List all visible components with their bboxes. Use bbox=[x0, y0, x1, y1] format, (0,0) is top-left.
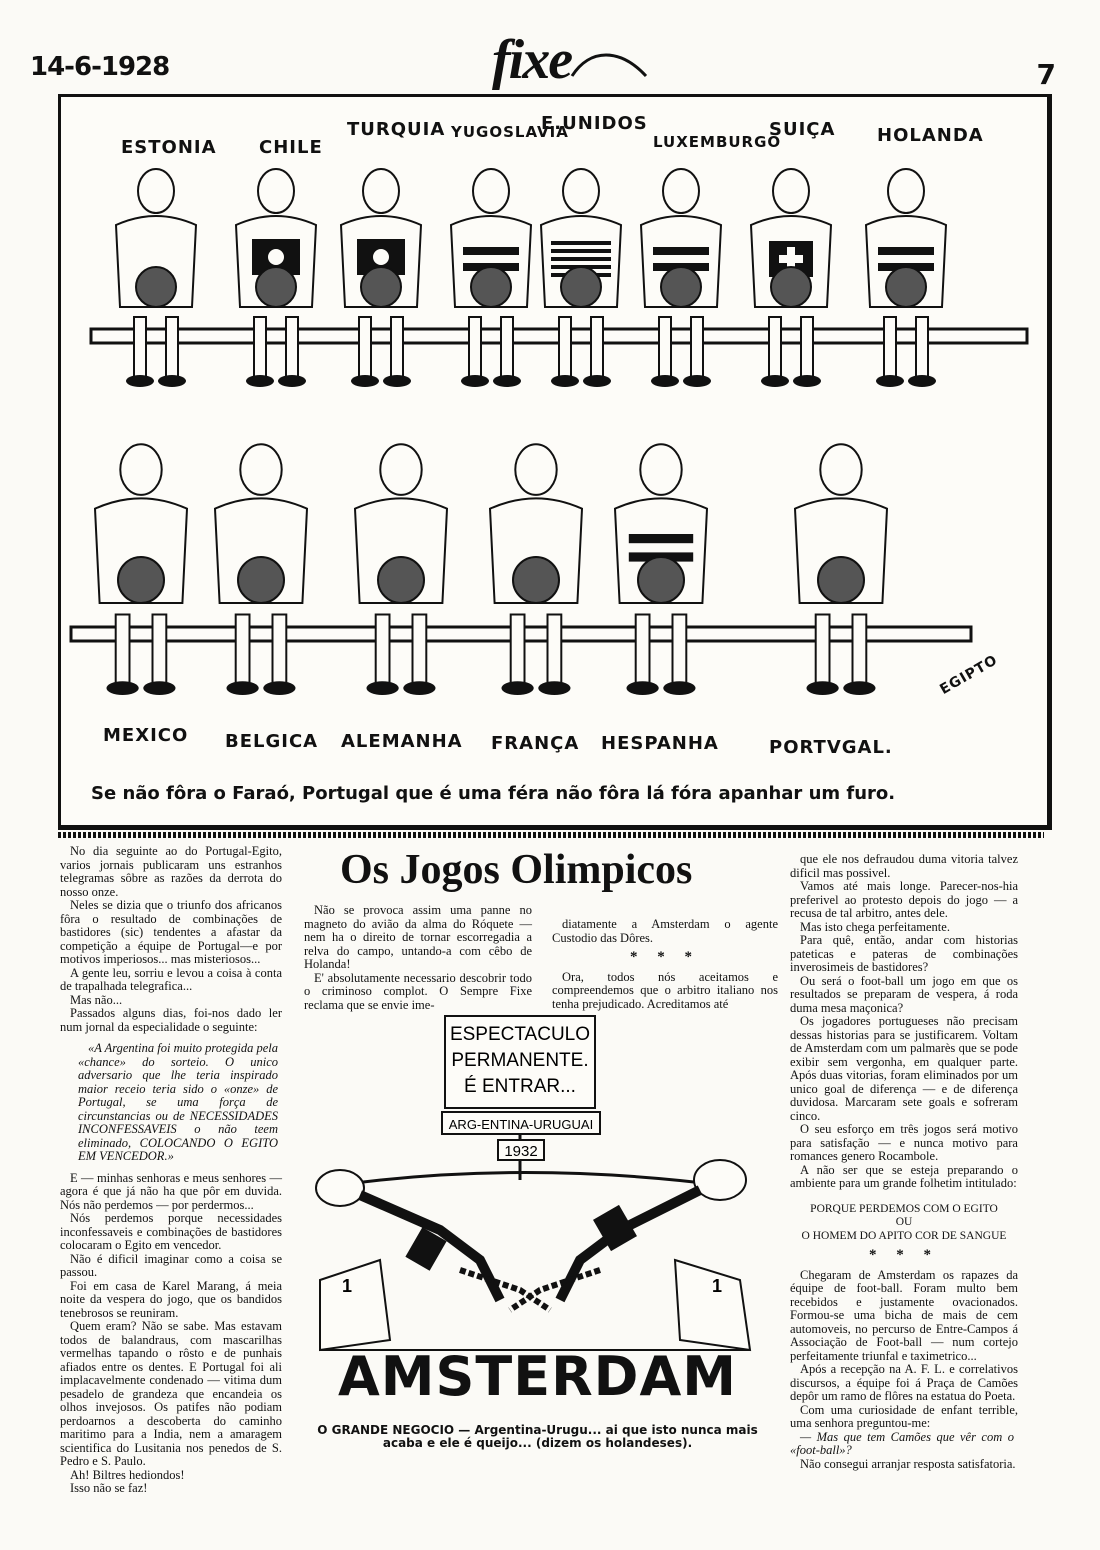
serial-title-or: OU bbox=[895, 1216, 913, 1228]
paragraph: Passados alguns dias, foi-nos dado ler num jornal da especialidade o seguinte: bbox=[60, 1006, 282, 1034]
team-label-estonia: ESTONIA bbox=[121, 137, 217, 158]
paragraph: A não ser que se esteja preparando o ambiente para um grande folhetim intitulado: bbox=[790, 1162, 1018, 1190]
sign-line-1: ESPECTACULO bbox=[449, 1024, 591, 1045]
masthead-logo bbox=[492, 29, 572, 91]
team-label-egipto: EGIPTO bbox=[937, 652, 1001, 698]
team-label-hespanha: HESPANHA bbox=[601, 733, 719, 754]
paragraph: Isso não se faz! bbox=[70, 1481, 148, 1495]
masthead-swash-icon bbox=[570, 46, 650, 86]
team-label-portugal: PORTVGAL. bbox=[769, 737, 893, 758]
serial-title-2: O HOMEM DO APITO COR DE SANGUE bbox=[801, 1229, 1007, 1242]
paragraph: — Mas que tem Camões que vêr com o «foot-ball»? bbox=[790, 1429, 1014, 1457]
player-top-4 bbox=[451, 169, 531, 387]
year-label: 1932 bbox=[504, 1143, 538, 1160]
serial-title-1: PORQUE PERDEMOS COM O EGITO bbox=[810, 1202, 998, 1215]
article-column-1 bbox=[60, 845, 282, 1496]
paragraph: Não consegui arranjar resposta satisfatoria. bbox=[800, 1456, 1016, 1471]
sign-line-3: É ENTRAR... bbox=[464, 1076, 576, 1097]
paragraph: O seu esforço em três jogos será motivo para satisfação — e nunca motivo para romances genero Rocambole. bbox=[790, 1122, 1018, 1163]
cartoon-drawing bbox=[61, 97, 1047, 825]
paragraph: diatamente a Amsterdam o agente Custodio das Dôres. bbox=[552, 917, 778, 945]
paragraph: Ora, todos nós aceitamos e compreendemos que o arbitro italiano nos tenha prejudicado. Acreditamos até bbox=[552, 969, 778, 1011]
podium-left-number: 1 bbox=[342, 1276, 353, 1296]
player-top-7 bbox=[751, 169, 831, 387]
player-bottom-4 bbox=[490, 444, 582, 695]
article-column-4 bbox=[790, 853, 1018, 1471]
team-label-suica: SUIÇA bbox=[769, 119, 836, 140]
article-column-2 bbox=[304, 904, 532, 1012]
paragraph: Nós perdemos porque necessidades inconfessaveis e combinações de bastidores colocaram o Egito em vencedor. bbox=[60, 1211, 282, 1252]
masthead-logo-text: fixe bbox=[492, 29, 572, 91]
paragraph: Vamos até mais longe. Parecer-nos-hia preferivel ao protesto depois do jogo — a recusa de tal arbitro, antes dele. bbox=[790, 879, 1018, 920]
quoted-telegram: «A Argentina foi muito protegida pela «chance» do sorteio. O unico adversario que lhe teria inspirado maior receio teria sido o «onze» de Portugal, se uma força de circunstancias ou de NECESSIDADES INCONFESSAVEIS o não teem eliminado, COLOCANDO O EGITO EM VENCEDOR.» bbox=[78, 1041, 278, 1163]
paragraph: Com uma curiosidade de enfant terrible, uma senhora preguntou-me: bbox=[790, 1402, 1018, 1430]
paragraph: E — minhas senhoras e meus senhores — agora é que já não ha que pôr em duvida. Nós não perdemos — por perdermos... bbox=[60, 1170, 282, 1212]
cartoon-illustration bbox=[58, 94, 1052, 830]
amsterdam-title: AMSTERDAM bbox=[337, 1345, 738, 1408]
paragraph: Chegaram de Amsterdam os rapazes da équipe de foot-ball. Foram multo bem recebidos e justamente ovacionados. Formou-se uma bicha de mais de cem automoveis, no percurso de Entre-Campos á Associação de Foot-ball — num cortejo perfeitamente triunfal e taximetrico... bbox=[790, 1267, 1018, 1363]
team-label-turquia: TURQUIA bbox=[347, 119, 446, 140]
player-top-5 bbox=[541, 169, 621, 387]
cartoon-caption: Se não fôra o Faraó, Portugal que é uma féra não fôra lá fóra apanhar um furo. bbox=[91, 783, 896, 804]
player-bottom-6 bbox=[795, 444, 887, 695]
paragraph: Ou será o foot-ball um jogo em que os resultados se preparam de vespera, á roda duma mesa maçonica? bbox=[790, 973, 1018, 1015]
player-bottom-5 bbox=[615, 444, 707, 695]
team-label-franca: FRANÇA bbox=[491, 733, 580, 754]
paragraph: Os jogadores portugueses não precisam dessas historias para se justificarem. Voltam de Amsterdam com um palmarès que se pode exibir sem vergonha, em qualquer parte. Após duas vitorias, foram eliminados por um unico goal de diferença — e de diferença duvidosa. Marcaram sete goals e sofreram cinco. bbox=[790, 1014, 1018, 1123]
player-top-8 bbox=[866, 169, 946, 387]
cartoon-subcaption: O GRANDE NEGOCIO — Argentina-Urugu... ai que isto nunca mais acaba e ele é queijo... (dizem os holandeses). bbox=[317, 1423, 758, 1450]
paragraph: A gente leu, sorriu e levou a coisa à conta de trapalhada telegrafica... bbox=[60, 965, 282, 993]
team-label-chile: CHILE bbox=[259, 137, 323, 158]
team-label-yugoslavia: YUGOSLAVIA bbox=[451, 123, 569, 141]
sign-line-2: PERMANENTE. bbox=[451, 1050, 589, 1071]
team-label-alemanha: ALEMANHA bbox=[341, 731, 463, 752]
paragraph: Após a recepção na A. F. L. e correlativos discursos, a équipe foi á Praça de Camões depôr um ramo de flôres na estatua do Poeta. bbox=[790, 1362, 1018, 1403]
paragraph: Para quê, então, andar com historias pateticas e pateras de combinações inverosimeis de bastidores? bbox=[790, 933, 1018, 974]
player-top-2 bbox=[236, 169, 316, 387]
player-top-1 bbox=[116, 169, 196, 387]
paragraph: E' absolutamente necessario descobrir todo o criminoso complot. O Sempre Fixe reclama que se envie ime- bbox=[304, 970, 532, 1012]
paragraph: Mas isto chega perfeitamente. bbox=[800, 919, 950, 934]
team-label-holanda: HOLANDA bbox=[877, 125, 984, 146]
player-bottom-1 bbox=[95, 444, 187, 695]
player-bottom-2 bbox=[215, 444, 307, 695]
player-top-6 bbox=[641, 169, 721, 387]
section-separator: * * * bbox=[630, 949, 700, 965]
issue-date: 14-6-1928 bbox=[30, 52, 170, 82]
section-separator: * * * bbox=[869, 1247, 939, 1263]
page-number: 7 bbox=[1036, 58, 1056, 91]
article-column-3 bbox=[552, 904, 778, 1011]
paragraph: Foi em casa de Karel Marang, á meia noite da vespera do jogo, que os bandidos tenebrosos se reuniram. bbox=[60, 1278, 282, 1320]
paragraph: Mas não... bbox=[70, 992, 123, 1007]
article-headline: Os Jogos Olimpicos bbox=[340, 847, 693, 893]
section-divider bbox=[58, 832, 1044, 838]
banner-text: ARG-ENTINA-URUGUAI bbox=[448, 1117, 594, 1132]
team-label-mexico: MEXICO bbox=[103, 725, 189, 746]
paragraph: Neles se dizia que o triunfo dos africanos fôra o resultado de combinações de bastidores (sic) tendentes a afastar da competição a équipe de Portugal—e por motivos imperiosos... mas misteriosos... bbox=[60, 898, 282, 966]
paragraph: No dia seguinte ao do Portugal-Egito, varios jornais publicaram uns estranhos telegramas sôbre as razões da derrota do nosso onze. bbox=[60, 844, 282, 899]
team-label-belgica: BELGICA bbox=[225, 731, 319, 752]
player-top-3 bbox=[341, 169, 421, 387]
podium-right-number: 1 bbox=[712, 1276, 723, 1296]
paragraph: Não é dificil imaginar como a coisa se passou. bbox=[60, 1251, 282, 1279]
paragraph: Quem eram? Não se sabe. Mas estavam todos de balandraus, com mascarilhas vermelhas tapando o rôsto e de punhais afiados entre os dentes. E Portugal foi ali implacavelmente condenado — vitima dum pesadelo de grandeza que encandeia os olhos invejosos. Os patifes não podiam perdoarnos a descoberta do caminho maritimo para a India, nem a amaragem scientifica do Lusitania nos penedos de S. Pedro e S. Paulo. bbox=[60, 1319, 282, 1468]
team-label-eunidos: E.UNIDOS bbox=[541, 113, 648, 134]
paragraph: Ah! Biltres hediondos! bbox=[70, 1467, 185, 1482]
paragraph: Não se provoca assim uma panne no magneto do avião da alma do Róquete — nem ha o direito de tornar escorregadia a relva do campo, untando-a com cêbo de Holanda! bbox=[304, 903, 532, 971]
player-bottom-3 bbox=[355, 444, 447, 695]
paragraph: que ele nos defraudou duma vitoria talvez dificil mas possivel. bbox=[790, 852, 1018, 880]
team-label-luxemburgo: LUXEMBURGO bbox=[653, 133, 782, 151]
